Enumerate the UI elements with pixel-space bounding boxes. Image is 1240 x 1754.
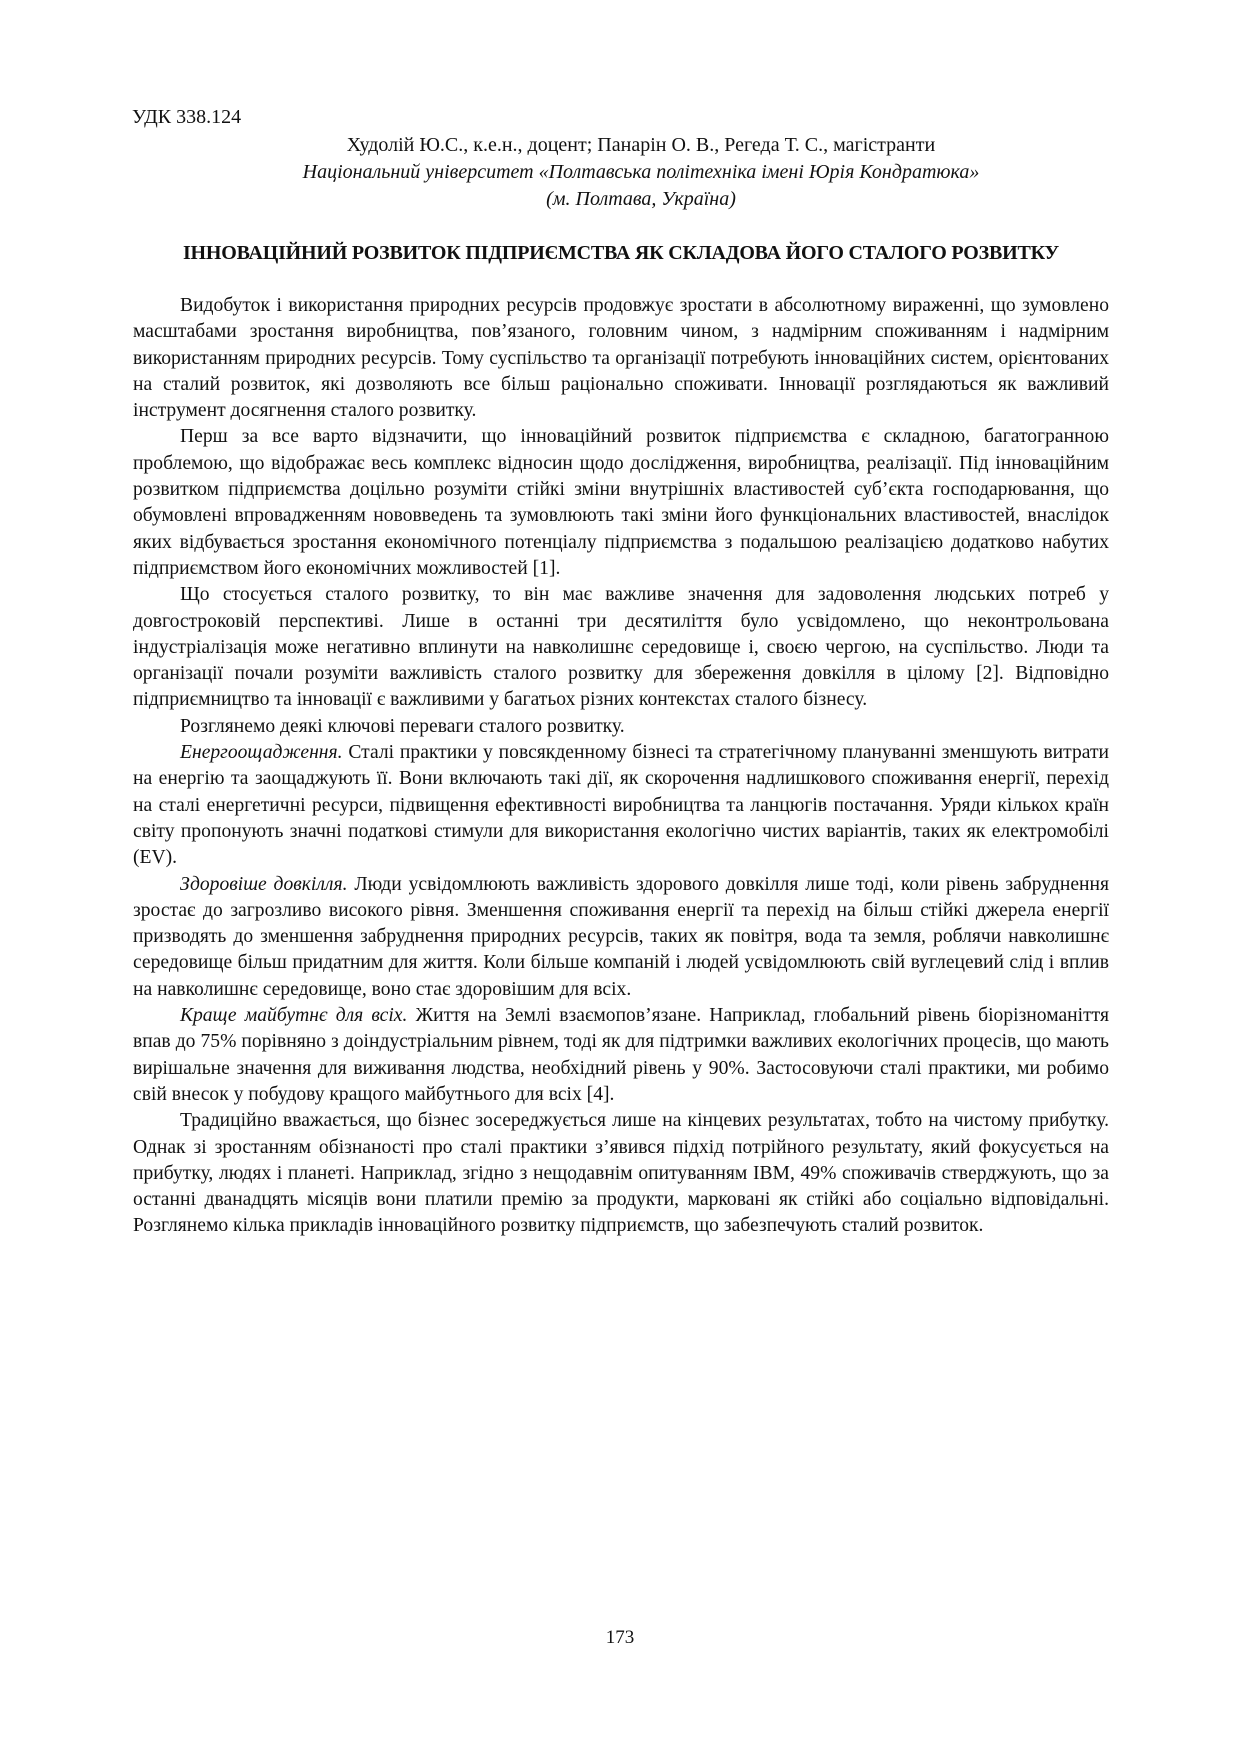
paragraph-lead: Краще майбутнє для всіх. (180, 1005, 408, 1027)
paragraph-energy-saving: Енергоощадження. Сталі практики у повсякденному бізнесі та стратегічному плануванні зменшують витрати на енергію та заощаджують її. Вони включають такі дії, як скорочення надлишкового споживання енергії, перехід на сталі енергетичні ресурси, підвищення ефективності виробництва та ланцюгів постачання. Уряди кількох країн світу пропонують значні податкові стимули для використання екологічно чистих варіантів, таких як електромобілі (EV). (133, 742, 1109, 869)
paragraph: Видобуток і використання природних ресурсів продовжує зростати в абсолютному вираженні, що зумовлено масштабами зростання виробництва, пов’язаного, головним чином, з надмірним споживанням і надмірним використанням природних ресурсів. Тому суспільство та організації потребують інноваційних систем, орієнтованих на сталий розвиток, які дозволяють все більш раціонально споживати. Інновації розглядаються як важливий інструмент досягнення сталого розвитку. (133, 295, 1109, 422)
paragraph-lead: Енергоощадження. (180, 742, 343, 764)
paragraph-better-future: Краще майбутнє для всіх. Життя на Землі взаємопов’язане. Наприклад, глобальний рівень біорізноманіття впав до 75% порівняно з доіндустріальним рівнем, тоді як для підтримки важливих екологічних процесів, що мають вирішальне значення для виживання людства, необхідний рівень у 90%. Застосовуючи сталі практики, ми робимо свій внесок у побудову кращого майбутнього для всіх [4]. (133, 1005, 1109, 1105)
location: (м. Полтава, Україна) (546, 188, 736, 210)
paragraph-lead: Здоровіше довкілля. (180, 873, 348, 895)
document-page (133, 104, 1109, 1240)
paper-title: ІННОВАЦІЙНИЙ РОЗВИТОК ПІДПРИЄМСТВА ЯК СКЛАДОВА ЙОГО СТАЛОГО РОЗВИТКУ (182, 242, 1060, 264)
paragraph: Традиційно вважається, що бізнес зосереджується лише на кінцевих результатах, тобто на чистому прибутку. Однак зі зростанням обізнаності про сталі практики з’явився підхід потрійного результату, який фокусується на прибутку, людях і планеті. Наприклад, згідно з нещодавнім опитуванням IBM, 49% споживачів стверджують, що за останні дванадцять місяців вони платили премію за продукти, марковані як стійкі або соціально відповідальні. Розглянемо кілька прикладів інноваційного розвитку підприємств, що забезпечують сталий розвиток. (133, 1110, 1109, 1237)
paragraph: Розглянемо деякі ключові переваги сталого розвитку. (180, 715, 625, 737)
page-number: 173 (605, 1627, 635, 1648)
paragraph: Перш за все варто відзначити, що інноваційний розвиток підприємства є складною, багатогранною проблемою, що відображає весь комплекс відносин щодо дослідження, виробництва, реалізації. Під інноваційним розвитком підприємства доцільно розуміти стійкі зміни внутрішніх властивостей суб’єкта господарювання, що обумовлені впровадженням нововведень та зумовлюють такі зміни його функціональних властивостей, внаслідок яких відбувається зростання економічного потенціалу підприємства з подальшою реалізацією додатково набутих підприємством його економічних можливостей [1]. (133, 426, 1109, 579)
udk-code: УДК 338.124 (132, 106, 242, 128)
body-text (133, 293, 1109, 1240)
paragraph: Що стосується сталого розвитку, то він має важливе значення для задоволення людських потреб у довгостроковій перспективі. Лише в останні три десятиліття було усвідомлено, що неконтрольована індустріалізація може негативно вплинути на навколишнє середовище і, своєю чергою, на суспільство. Люди та організації почали розуміти важливість сталого розвитку для збереження довкілля в цілому [2]. Відповідно підприємництво та інновації є важливими у багатьох різних контекстах сталого бізнесу. (133, 584, 1109, 711)
authors: Худолій Ю.С., к.е.н., доцент; Панарін О. В., Регеда Т. С., магістранти (346, 134, 936, 156)
affiliation: Національний університет «Полтавська політехніка імені Юрія Кондратюка» (302, 161, 980, 183)
paragraph-healthier-environment: Здоровіше довкілля. Люди усвідомлюють важливість здорового довкілля лише тоді, коли рівень забруднення зростає до загрозливо високого рівня. Зменшення споживання енергії та перехід на більш стійкі джерела енергії призводять до зменшення забруднення природних ресурсів, таких як повітря, вода та земля, роблячи навколишнє середовище більш придатним для життя. Коли більше компаній і людей усвідомлюють свій вуглецевий слід і вплив на навколишнє середовище, воно стає здоровішим для всіх. (133, 873, 1109, 1000)
